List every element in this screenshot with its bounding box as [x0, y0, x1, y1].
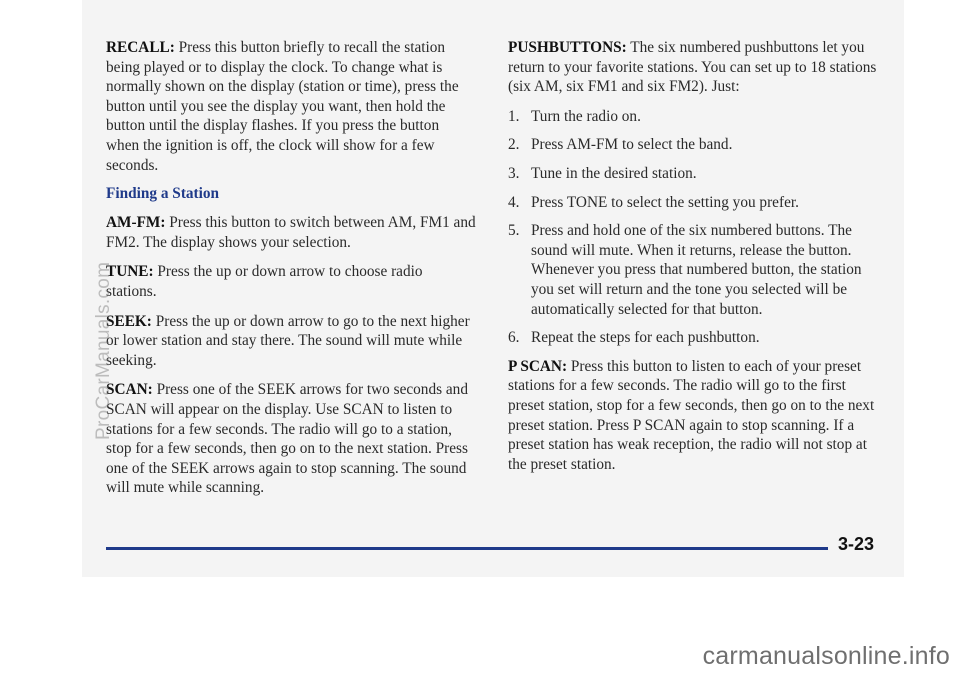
list-item	[508, 164, 878, 184]
amfm-label: AM-FM:	[106, 214, 166, 232]
step-number: 5.	[508, 222, 520, 240]
pushbuttons-label: PUSHBUTTONS:	[508, 39, 627, 56]
recall-paragraph	[106, 38, 476, 175]
step-number: 4.	[508, 193, 520, 211]
seek-text: Press the up or down arrow to go to the next higher or lower station and stay there. The sound will mute while seeking.	[106, 312, 470, 369]
scan-text: Press one of the SEEK arrows for two seconds and SCAN will appear on the display. Use SCAN to listen to stations for a few seconds. The radio will go to a station, stop for a few seconds, then go on to the next station. Press one of the SEEK arrows again to stop scanning. The sound will mute while scanning.	[106, 381, 468, 497]
steps-list	[508, 107, 878, 348]
step-number: 6.	[508, 329, 520, 347]
step-text: Tune in the desired station.	[531, 164, 697, 182]
step-text: Press AM-FM to select the band.	[531, 136, 733, 154]
amfm-paragraph	[106, 213, 476, 252]
pushbuttons-text: The six numbered pushbuttons let you return to your favorite stations. You can set up to 18 stations (six AM, six FM1 and six FM2). Just:	[508, 39, 877, 96]
list-item	[508, 221, 878, 319]
seek-label: SEEK:	[106, 312, 152, 330]
scan-paragraph	[106, 380, 476, 498]
amfm-text: Press this button to switch between AM, FM1 and FM2. The display shows your selection.	[106, 214, 476, 251]
finding-station-heading: Finding a Station	[106, 185, 220, 203]
recall-text: Press this button briefly to recall the station being played or to display the clock. To change what is normally shown on the display (station or time), press the button until you see the display you want, then hold the button until the display flashes. If you press the button when the ignition is off, the clock will show for a few seconds.	[106, 39, 459, 174]
list-item	[508, 135, 878, 155]
step-number: 1.	[508, 107, 520, 125]
right-column	[508, 38, 878, 484]
tune-label: TUNE:	[106, 263, 154, 281]
scan-label: SCAN:	[106, 381, 153, 399]
page-number: 3-23	[838, 534, 875, 554]
pushbuttons-paragraph	[508, 38, 878, 97]
seek-paragraph	[106, 312, 476, 371]
pscan-paragraph	[508, 357, 878, 475]
list-item	[508, 193, 878, 213]
tune-text: Press the up or down arrow to choose radio stations.	[106, 263, 423, 300]
step-text: Press and hold one of the six numbered buttons. The sound will mute. When it returns, release the button. Whenever you press that numbered button, the station you set will return and the tone you selected will be automatically selected for that button.	[531, 222, 862, 318]
recall-label: RECALL:	[106, 39, 175, 56]
tune-paragraph	[106, 262, 476, 301]
step-text: Repeat the steps for each pushbutton.	[531, 329, 760, 347]
watermark-text: ProCarManuals.com	[93, 261, 114, 440]
list-item	[508, 328, 878, 348]
pscan-label: P SCAN:	[508, 357, 568, 375]
step-text: Press TONE to select the setting you prefer.	[531, 193, 799, 211]
step-text: Turn the radio on.	[531, 107, 641, 125]
step-number: 2.	[508, 136, 520, 154]
step-number: 3.	[508, 164, 520, 182]
footer-site-text: carmanualsonline.info	[702, 642, 950, 670]
left-column	[106, 38, 476, 508]
pscan-text: Press this button to listen to each of your preset stations for a few seconds. The radio will go to the first preset station, stop for a few seconds, then go on to the next preset station. Press P SCAN again to stop scanning. If a preset station has weak reception, the radio will not stop at the preset station.	[508, 357, 875, 473]
list-item	[508, 107, 878, 127]
footer-rule	[106, 547, 828, 550]
